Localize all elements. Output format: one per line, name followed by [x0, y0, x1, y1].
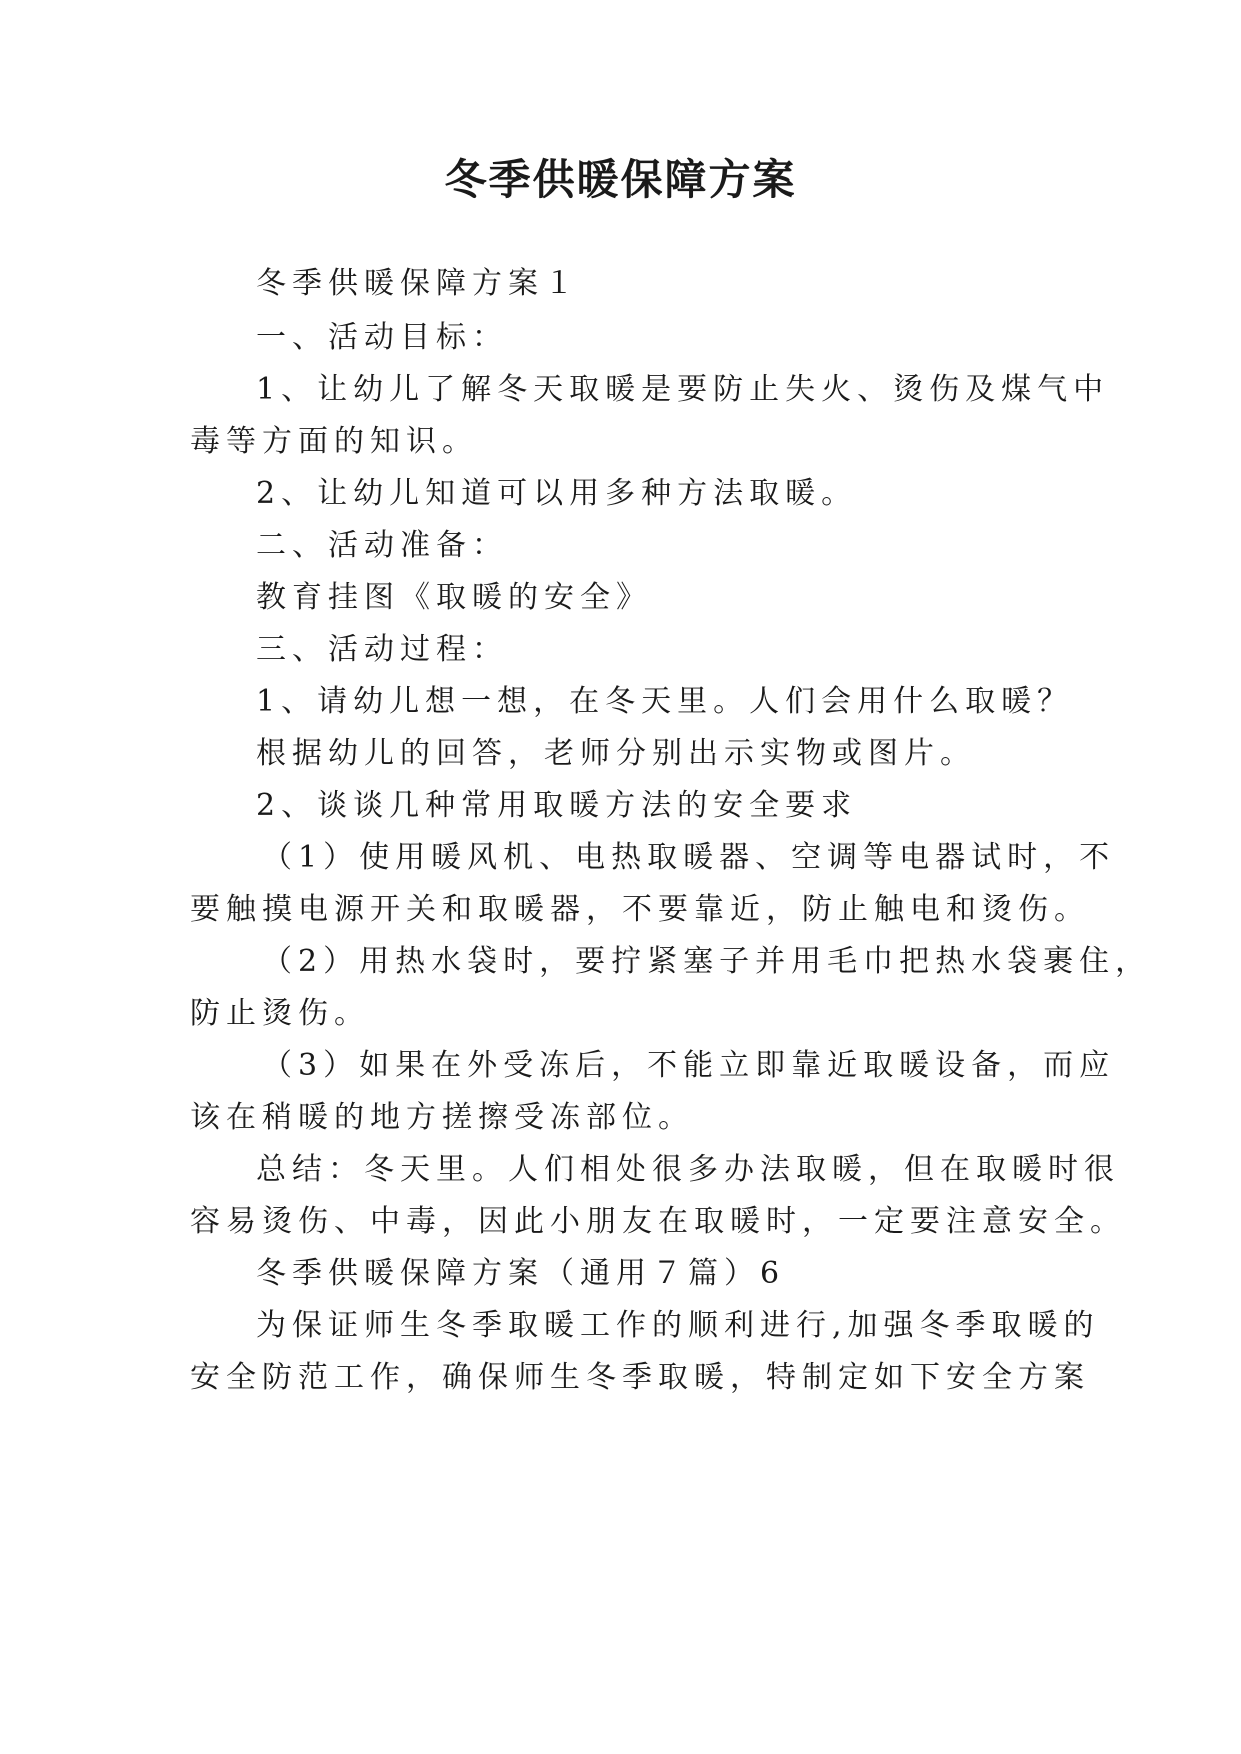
paragraph-line: （3）如果在外受冻后，不能立即靠近取暖设备，而应 — [262, 1048, 1116, 1083]
list-heading: 二、活动准备： — [256, 528, 508, 563]
list-heading: 一、活动目标： — [256, 320, 508, 355]
paragraph-line: 2、谈谈几种常用取暖方法的安全要求 — [256, 788, 858, 823]
section-heading: 冬季供暖保障方案１ — [256, 266, 580, 301]
paragraph-line: （1）使用暖风机、电热取暖器、空调等电器试时，不 — [262, 840, 1116, 875]
paragraph-line: 防止烫伤。 — [190, 996, 370, 1031]
section-heading: 冬季供暖保障方案（通用７篇）6 — [256, 1256, 786, 1291]
paragraph-line: 该在稍暖的地方搓擦受冻部位。 — [190, 1100, 694, 1135]
paragraph-line: 1、让幼儿了解冬天取暖是要防止失火、烫伤及煤气中 — [256, 372, 1110, 407]
paragraph-line: 容易烫伤、中毒，因此小朋友在取暖时，一定要注意安全。 — [190, 1204, 1126, 1239]
paragraph-line: 教育挂图《取暖的安全》 — [256, 580, 652, 615]
paragraph-line: 要触摸电源开关和取暖器，不要靠近，防止触电和烫伤。 — [190, 892, 1090, 927]
paragraph-line: 根据幼儿的回答，老师分别出示实物或图片。 — [256, 736, 976, 771]
list-heading: 三、活动过程： — [256, 632, 508, 667]
paragraph-line: （2）用热水袋时，要拧紧塞子并用毛巾把热水袋裹住， — [262, 944, 1152, 979]
paragraph-line: 毒等方面的知识。 — [190, 424, 478, 459]
paragraph-line: 2、让幼儿知道可以用多种方法取暖。 — [256, 476, 858, 511]
paragraph-line: 总结：冬天里。人们相处很多办法取暖，但在取暖时很 — [256, 1152, 1120, 1187]
paragraph-line: 安全防范工作，确保师生冬季取暖，特制定如下安全方案 — [190, 1360, 1090, 1395]
paragraph-line: 为保证师生冬季取暖工作的顺利进行,加强冬季取暖的 — [256, 1308, 1100, 1343]
paragraph-line: 1、请幼儿想一想，在冬天里。人们会用什么取暖？ — [256, 684, 1074, 719]
page-title: 冬季供暖保障方案 — [444, 155, 797, 204]
